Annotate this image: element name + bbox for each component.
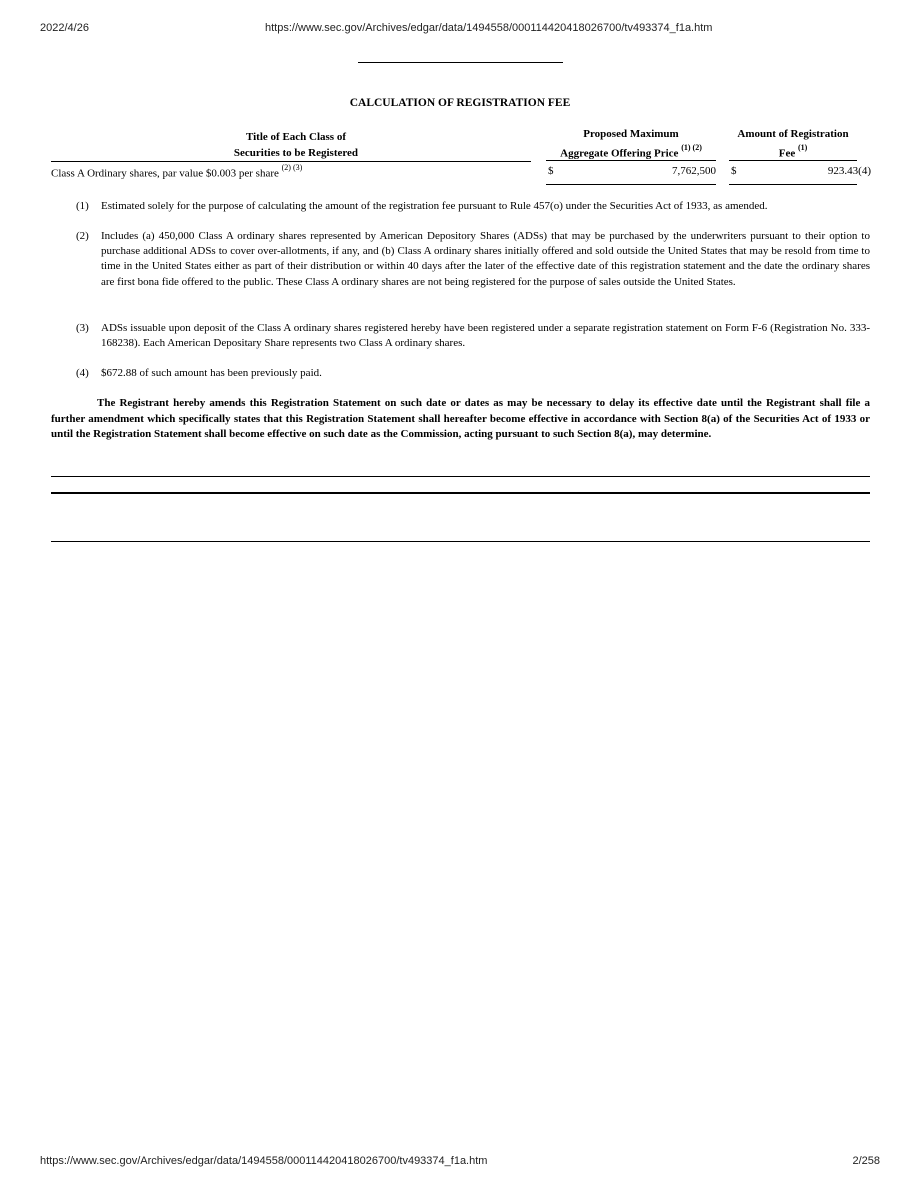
print-header-url[interactable]: https://www.sec.gov/Archives/edgar/data/1494558/000114420418026700/tv493374_f1a.htm bbox=[265, 22, 713, 34]
print-footer-url[interactable]: https://www.sec.gov/Archives/edgar/data/1494558/000114420418026700/tv493374_f1a.htm bbox=[40, 1155, 488, 1167]
offering-price-value: 7,762,500 bbox=[672, 165, 716, 177]
header-underline-title bbox=[51, 161, 531, 162]
footnote-1: (1) Estimated solely for the purpose of calculating the amount of the registration fee pursuant to Rule 457(o) under the Securities Act of 1933, as amended. bbox=[76, 200, 768, 212]
table-row-security-class: Class A Ordinary shares, par value $0.003 per share $^{(2) (3)}$ bbox=[51, 163, 303, 180]
document-title: CALCULATION OF REGISTRATION FEE bbox=[349, 97, 571, 109]
column-header-title-of-class: Title of Each Class of Securities to be Registered bbox=[233, 131, 359, 159]
fee-currency-symbol: $ bbox=[731, 165, 737, 177]
footnote-2: (2) Includes (a) 450,000 Class A ordinary shares represented by American Depository Shares (ADSs) that may be purchased by the underwriters pursuant to their option to purchase additional ADSs to cover over-allotments, if any, and (b) Class A ordinary shares initially offered and sold outside the United States that may be resold from time to time in the United States either as part of their distribution or within 40 days after the later of the effective date of this registration statement and the date the ordinary shares are first bona fide offered to the public. These Class A ordinary shares are not being registered for the purpose of sales outside the United States. bbox=[76, 230, 870, 288]
header-underline-fee bbox=[729, 160, 857, 161]
top-divider bbox=[358, 62, 563, 63]
divider-rule-thick bbox=[51, 492, 870, 494]
column-header-offering-price: Proposed Maximum Aggregate Offering Price $^{(1) (2)}$ bbox=[560, 128, 702, 160]
column-header-registration-fee: Amount of Registration Fee $^{(1)}$ bbox=[737, 128, 849, 160]
divider-rule bbox=[51, 541, 870, 542]
print-date: 2022/4/26 bbox=[40, 22, 89, 34]
registration-fee-value: 923.43(4) bbox=[827, 165, 871, 177]
footnote-4: (4) $672.88 of such amount has been previously paid. bbox=[76, 367, 322, 379]
row-underline-fee bbox=[729, 184, 857, 185]
print-page-number: 2/258 bbox=[852, 1155, 880, 1167]
row-underline-price bbox=[546, 184, 716, 185]
header-underline-price bbox=[546, 160, 716, 161]
delaying-amendment-statement: The Registrant hereby amends this Registration Statement on such date or dates as may be necessary to delay its effective date until the Registrant shall file a further amendment which specifically states that this Registration Statement shall hereafter become effective in accordance with Section 8(a) of the Securities Act of 1933 or until the Registration Statement shall become effective on such date as the Commission, acting pursuant to such Section 8(a), may determine. bbox=[51, 397, 870, 441]
divider-rule bbox=[51, 476, 870, 477]
footnote-3: (3) ADSs issuable upon deposit of the Class A ordinary shares registered hereby have been registered under a separate registration statement on Form F-6 (Registration No. 333-168238). Each American Depositary Share represents two Class A ordinary shares. bbox=[76, 322, 870, 350]
price-currency-symbol: $ bbox=[548, 165, 554, 177]
